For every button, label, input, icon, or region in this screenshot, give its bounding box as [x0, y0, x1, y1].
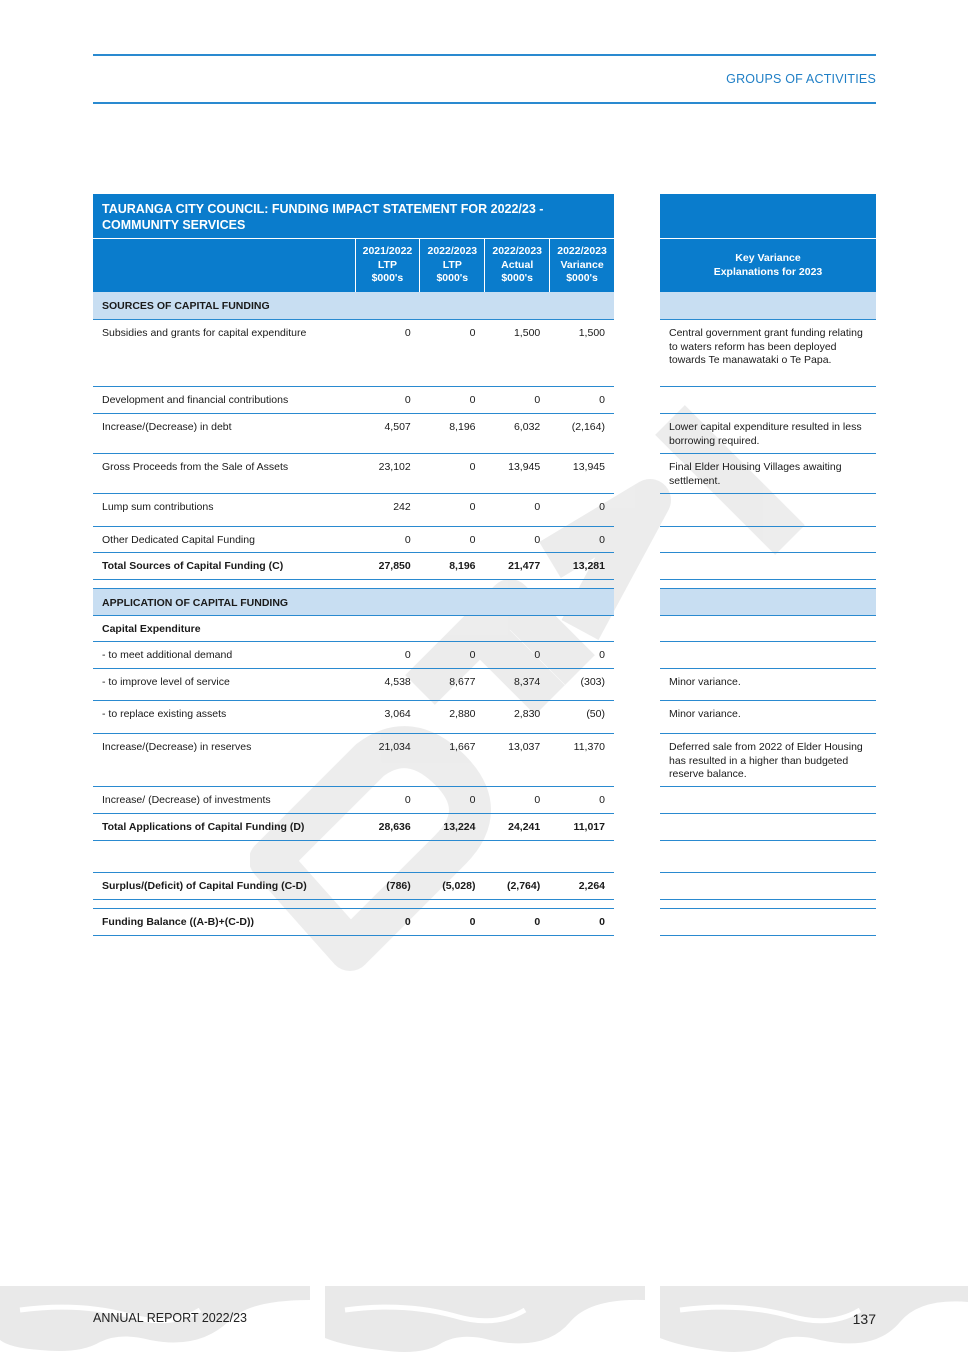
explanation-reserves: Deferred sale from 2022 of Elder Housing has resulted in a higher than budgeted reserve balance. — [660, 734, 876, 787]
column-header-ltp-2022: 2022/2023 LTP $000's — [420, 239, 484, 292]
explanation-row — [660, 494, 876, 527]
table-row: Increase/(Decrease) in debt 4,507 8,196 6,032 (2,164) — [93, 414, 614, 454]
table-row: Development and financial contributions 0 0 0 0 — [93, 387, 614, 414]
table-row: Gross Proceeds from the Sale of Assets 23,102 0 13,945 13,945 — [93, 454, 614, 494]
column-header-label — [93, 239, 355, 292]
total-applications-row: Total Applications of Capital Funding (D) 28,636 13,224 24,241 11,017 — [93, 814, 614, 841]
explanation-row — [660, 553, 876, 580]
explanation-row — [660, 616, 876, 642]
funding-impact-table — [93, 194, 614, 936]
table-row: - to meet additional demand 0 0 0 0 — [93, 642, 614, 669]
column-header-ltp-2021: 2021/2022 LTP $000's — [356, 239, 420, 292]
total-sources-row: Total Sources of Capital Funding (C) 27,850 8,196 21,477 13,281 — [93, 553, 614, 580]
explanation-row — [660, 787, 876, 814]
explanation-row — [660, 814, 876, 841]
table-row: Increase/(Decrease) in reserves 21,034 1,667 13,037 11,370 — [93, 734, 614, 787]
explanations-heading: Key Variance Explanations for 2023 — [660, 238, 876, 292]
explanation-improve: Minor variance. — [660, 669, 876, 701]
explanations-band — [660, 292, 876, 320]
capex-heading-row: Capital Expenditure — [93, 616, 614, 642]
column-header-variance: 2022/2023 Variance $000's — [550, 239, 614, 292]
variance-explanations-table — [660, 194, 876, 936]
table-title: TAURANGA CITY COUNCIL: FUNDING IMPACT STATEMENT FOR 2022/23 - COMMUNITY SERVICES — [93, 194, 614, 238]
explanation-replace: Minor variance. — [660, 701, 876, 734]
funding-balance-row: Funding Balance ((A-B)+(C-D)) 0 0 0 0 — [93, 908, 614, 936]
table-row: Subsidies and grants for capital expenditure 0 0 1,500 1,500 — [93, 320, 614, 387]
explanation-subsidies: Central government grant funding relating to waters reform has been deployed towards Te manawataki o Te Papa. — [660, 320, 876, 387]
application-heading: APPLICATION OF CAPITAL FUNDING — [93, 588, 614, 616]
explanation-row — [660, 908, 876, 936]
table-row: Lump sum contributions 242 0 0 0 — [93, 494, 614, 527]
column-header-actual: 2022/2023 Actual $000's — [485, 239, 549, 292]
explanation-row — [660, 387, 876, 414]
explanation-sale: Final Elder Housing Villages awaiting settlement. — [660, 454, 876, 494]
sources-heading: SOURCES OF CAPITAL FUNDING — [93, 292, 614, 320]
column-headers — [93, 238, 614, 292]
table-row: - to improve level of service 4,538 8,677 8,374 (303) — [93, 669, 614, 701]
explanation-debt: Lower capital expenditure resulted in less borrowing required. — [660, 414, 876, 454]
footer-report-title: ANNUAL REPORT 2022/23 — [93, 1311, 248, 1325]
table-row: Other Dedicated Capital Funding 0 0 0 0 — [93, 527, 614, 553]
explanation-row — [660, 642, 876, 669]
table-row: - to replace existing assets 3,064 2,880 2,830 (50) — [93, 701, 614, 734]
header-rule — [93, 102, 876, 104]
explanation-row — [660, 873, 876, 900]
page-number: 137 — [852, 1311, 876, 1327]
explanation-row — [660, 527, 876, 553]
top-rule — [93, 54, 876, 56]
explanation-row — [660, 841, 876, 873]
explanations-top-band — [660, 194, 876, 238]
table-row: Increase/ (Decrease) of investments 0 0 0 0 — [93, 787, 614, 814]
spacer-row — [93, 841, 614, 873]
explanations-band — [660, 588, 876, 616]
surplus-row: Surplus/(Deficit) of Capital Funding (C-D) (786) (5,028) (2,764) 2,264 — [93, 873, 614, 900]
section-label: GROUPS OF ACTIVITIES — [726, 72, 876, 86]
